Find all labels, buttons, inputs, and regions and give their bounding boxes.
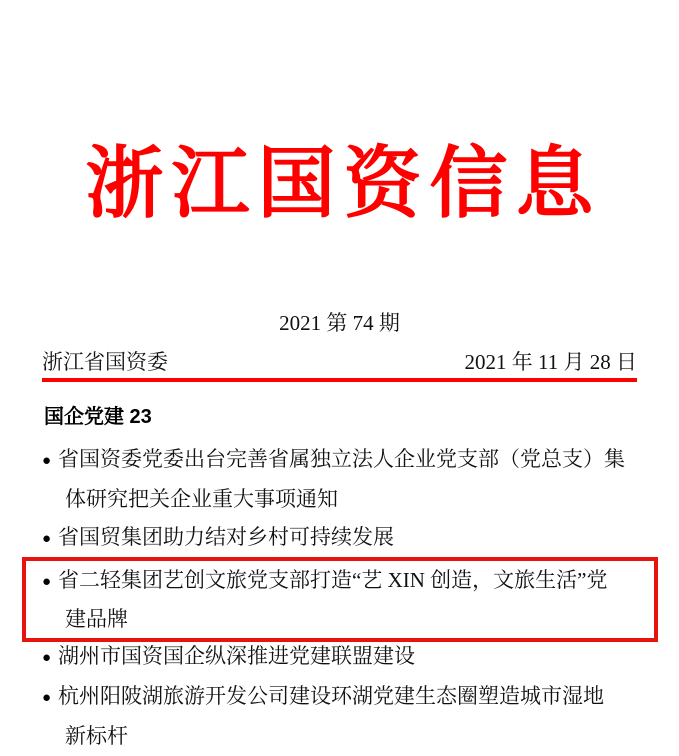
bullet-icon: ● [42,690,52,706]
issue-date: 2021 年 11 月 28 日 [464,350,637,374]
toc-item-text: 新标杆 [65,724,128,748]
toc-item-text: 省国资委党委出台完善省属独立法人企业党支部（党总支）集 [58,447,625,471]
toc-item-text: 杭州阳陂湖旅游开发公司建设环湖党建生态圈塑造城市湿地 [58,684,604,708]
bullet-icon: ● [42,531,52,547]
toc-item-text: 湖州市国资国企纵深推进党建联盟建设 [58,644,415,668]
toc-item [42,518,637,558]
toc-item-text: 建品牌 [65,607,128,631]
masthead-info-row [42,349,637,375]
bullet-icon: ● [42,650,52,666]
toc-item-text: 省国贸集团助力结对乡村可持续发展 [58,525,394,549]
divider-rule [42,378,637,382]
bullet-icon: ● [42,574,52,590]
bullet-icon: ● [42,453,52,469]
toc-item [42,677,637,755]
publisher-name: 浙江省国资委 [42,350,168,374]
toc-item [42,440,637,518]
toc-item-text: 体研究把关企业重大事项通知 [65,487,338,511]
toc-item-highlighted [22,557,658,642]
issue-number: 2021 第 74 期 [279,311,400,335]
masthead-title: 浙江国资信息 [85,140,602,227]
toc-item-text: 省二轻集团艺创文旅党支部打造“艺 XIN 创造，文旅生活”党 [58,568,608,592]
toc-list [42,440,637,755]
toc-item [42,637,637,677]
section-heading: 国企党建 23 [44,406,152,428]
